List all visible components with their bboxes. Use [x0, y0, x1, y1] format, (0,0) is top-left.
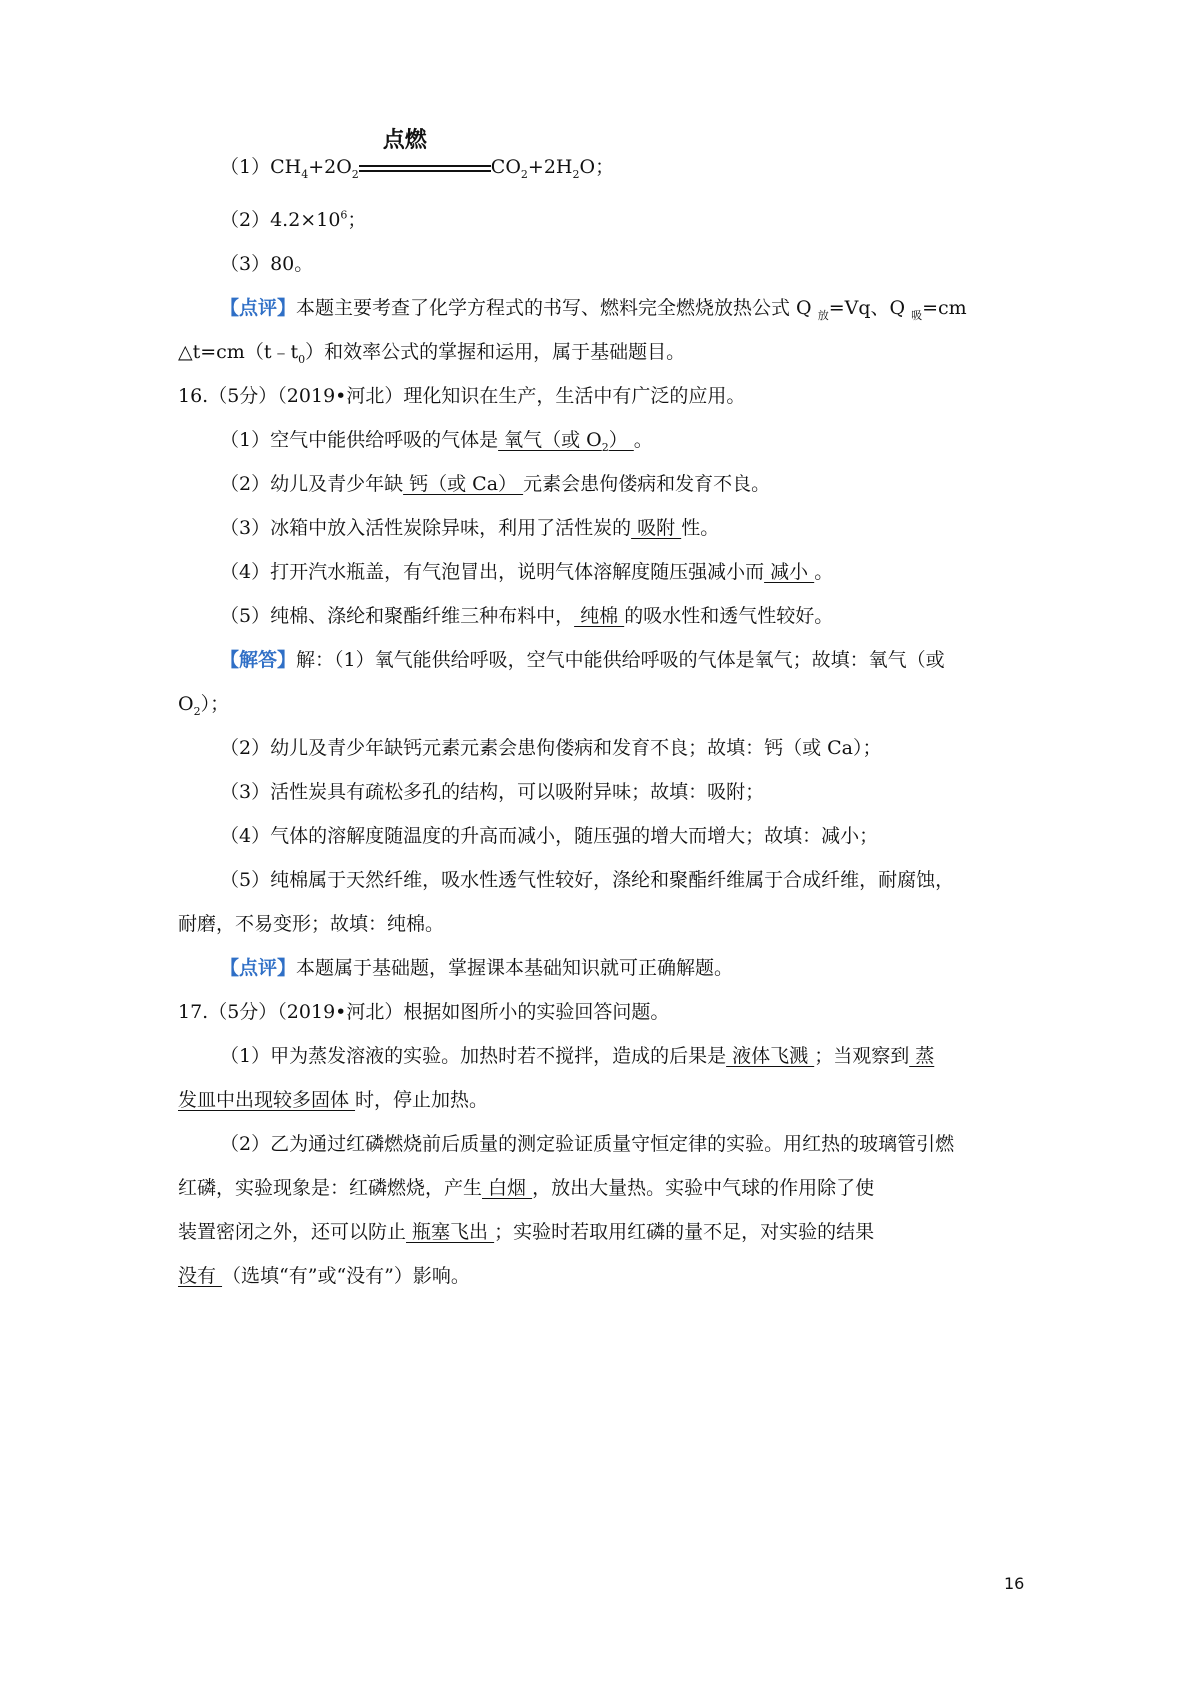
q16-answer4: 减小 [764, 561, 815, 583]
q16-part5: （5）纯棉、涤纶和聚酯纤维三种布料中， 纯棉 的吸水性和透气性较好。 [220, 605, 834, 627]
q17-part1: （1）甲为蒸发溶液的实验。加热时若不搅拌，造成的后果是 液体飞溅 ；当观察到 蒸 [220, 1045, 935, 1067]
review-tag: 【点评】 [220, 297, 297, 319]
q17-part2: （2）乙为通过红磷燃烧前后质量的测定验证质量守恒定律的实验。用红热的玻璃管引燃 [220, 1133, 955, 1155]
q17-answer1: 液体飞溅 [726, 1045, 815, 1067]
solution-tag: 【解答】 [220, 649, 297, 671]
q16-answer3: 吸附 [631, 517, 682, 539]
q17-stem: 17.（5分）（2019•河北）根据如图所小的实验回答问题。 [178, 1001, 670, 1023]
review-tag: 【点评】 [220, 957, 297, 979]
q17-part1-cont: 发皿中出现较多固体 时，停止加热。 [178, 1089, 489, 1111]
equation-1: $(1)CH_4+2O_2$ 点燃 $CO_2+2H_2O$； [220, 152, 614, 181]
q16-part2: （2）幼儿及青少年缺 钙（或 Ca） 元素会患佝偻病和发育不良。 [220, 473, 771, 495]
q16-review: 【点评】本题属于基础题，掌握课本基础知识就可正确解题。 [220, 957, 734, 979]
q16-answer1: 氧气（或 $O_2$） [498, 429, 634, 454]
q17-part2-line2: 红磷，实验现象是：红磷燃烧，产生 白烟 ，放出大量热。实验中气球的作用除了使 [178, 1177, 875, 1199]
q16-stem: 16.（5分）（2019•河北）理化知识在生产，生活中有广泛的应用。 [178, 385, 746, 407]
q16-solution-4: （4）气体的溶解度随温度的升高而减小，随压强的增大而增大；故填：减小； [220, 825, 879, 847]
q17-part2-line4: 没有 （选填“有”或“没有”）影响。 [178, 1265, 470, 1287]
answer-3: （3）80。 [220, 253, 314, 275]
q16-solution-2: （2）幼儿及青少年缺钙元素元素会患佝偻病和发育不良；故填：钙（或 Ca）； [220, 737, 882, 759]
q16-part4: （4）打开汽水瓶盖，有气泡冒出，说明气体溶解度随压强减小而 减小 。 [220, 561, 834, 583]
q17-answer2-cont: 发皿中出现较多固体 [178, 1089, 356, 1111]
q17-answer2: 蒸 [909, 1045, 935, 1067]
q16-answer2: 钙（或 Ca） [403, 473, 524, 495]
reaction-arrow [359, 128, 491, 179]
review-15: 【点评】本题主要考查了化学方程式的书写、燃料完全燃烧放热公式 Q $_放$=Vq、Q $_吸$=cm [220, 297, 967, 322]
q17-part2-line3: 装置密闭之外，还可以防止 瓶塞飞出 ；实验时若取用红磷的量不足，对实验的结果 [178, 1221, 875, 1243]
q16-solution-5: （5）纯棉属于天然纤维，吸水性透气性较好，涤纶和聚酯纤维属于合成纤维，耐腐蚀， [220, 869, 955, 891]
q16-solution-5-cont: 耐磨，不易变形；故填：纯棉。 [178, 913, 445, 935]
q16-answer5: 纯棉 [574, 605, 625, 627]
reaction-condition: 点燃 [382, 128, 427, 153]
q17-answer5: 没有 [178, 1265, 223, 1287]
q16-solution: 【解答】解：（1）氧气能供给呼吸，空气中能供给呼吸的气体是氧气；故填：氧气（或 [220, 649, 945, 671]
answer-2: $(2)4.2\times 10^6$； [220, 208, 367, 231]
q17-answer4: 瓶塞飞出 [406, 1221, 495, 1243]
q16-solution-3: （3）活性炭具有疏松多孔的结构，可以吸附异味；故填：吸附； [220, 781, 765, 803]
q16-part1: （1）空气中能供给呼吸的气体是 氧气（或 $O_2$） 。 [220, 429, 653, 454]
q16-part3: （3）冰箱中放入活性炭除异味，利用了活性炭的 吸附 性。 [220, 517, 720, 539]
q17-answer3: 白烟 [482, 1177, 533, 1199]
review-15-cont: $\triangle t=cm(t﹣t_0)$和效率公式的掌握和运用，属于基础题目。 [178, 341, 686, 366]
q16-solution-cont: $O_2$）； [178, 693, 230, 718]
page-number: 16 [1004, 1574, 1025, 1593]
